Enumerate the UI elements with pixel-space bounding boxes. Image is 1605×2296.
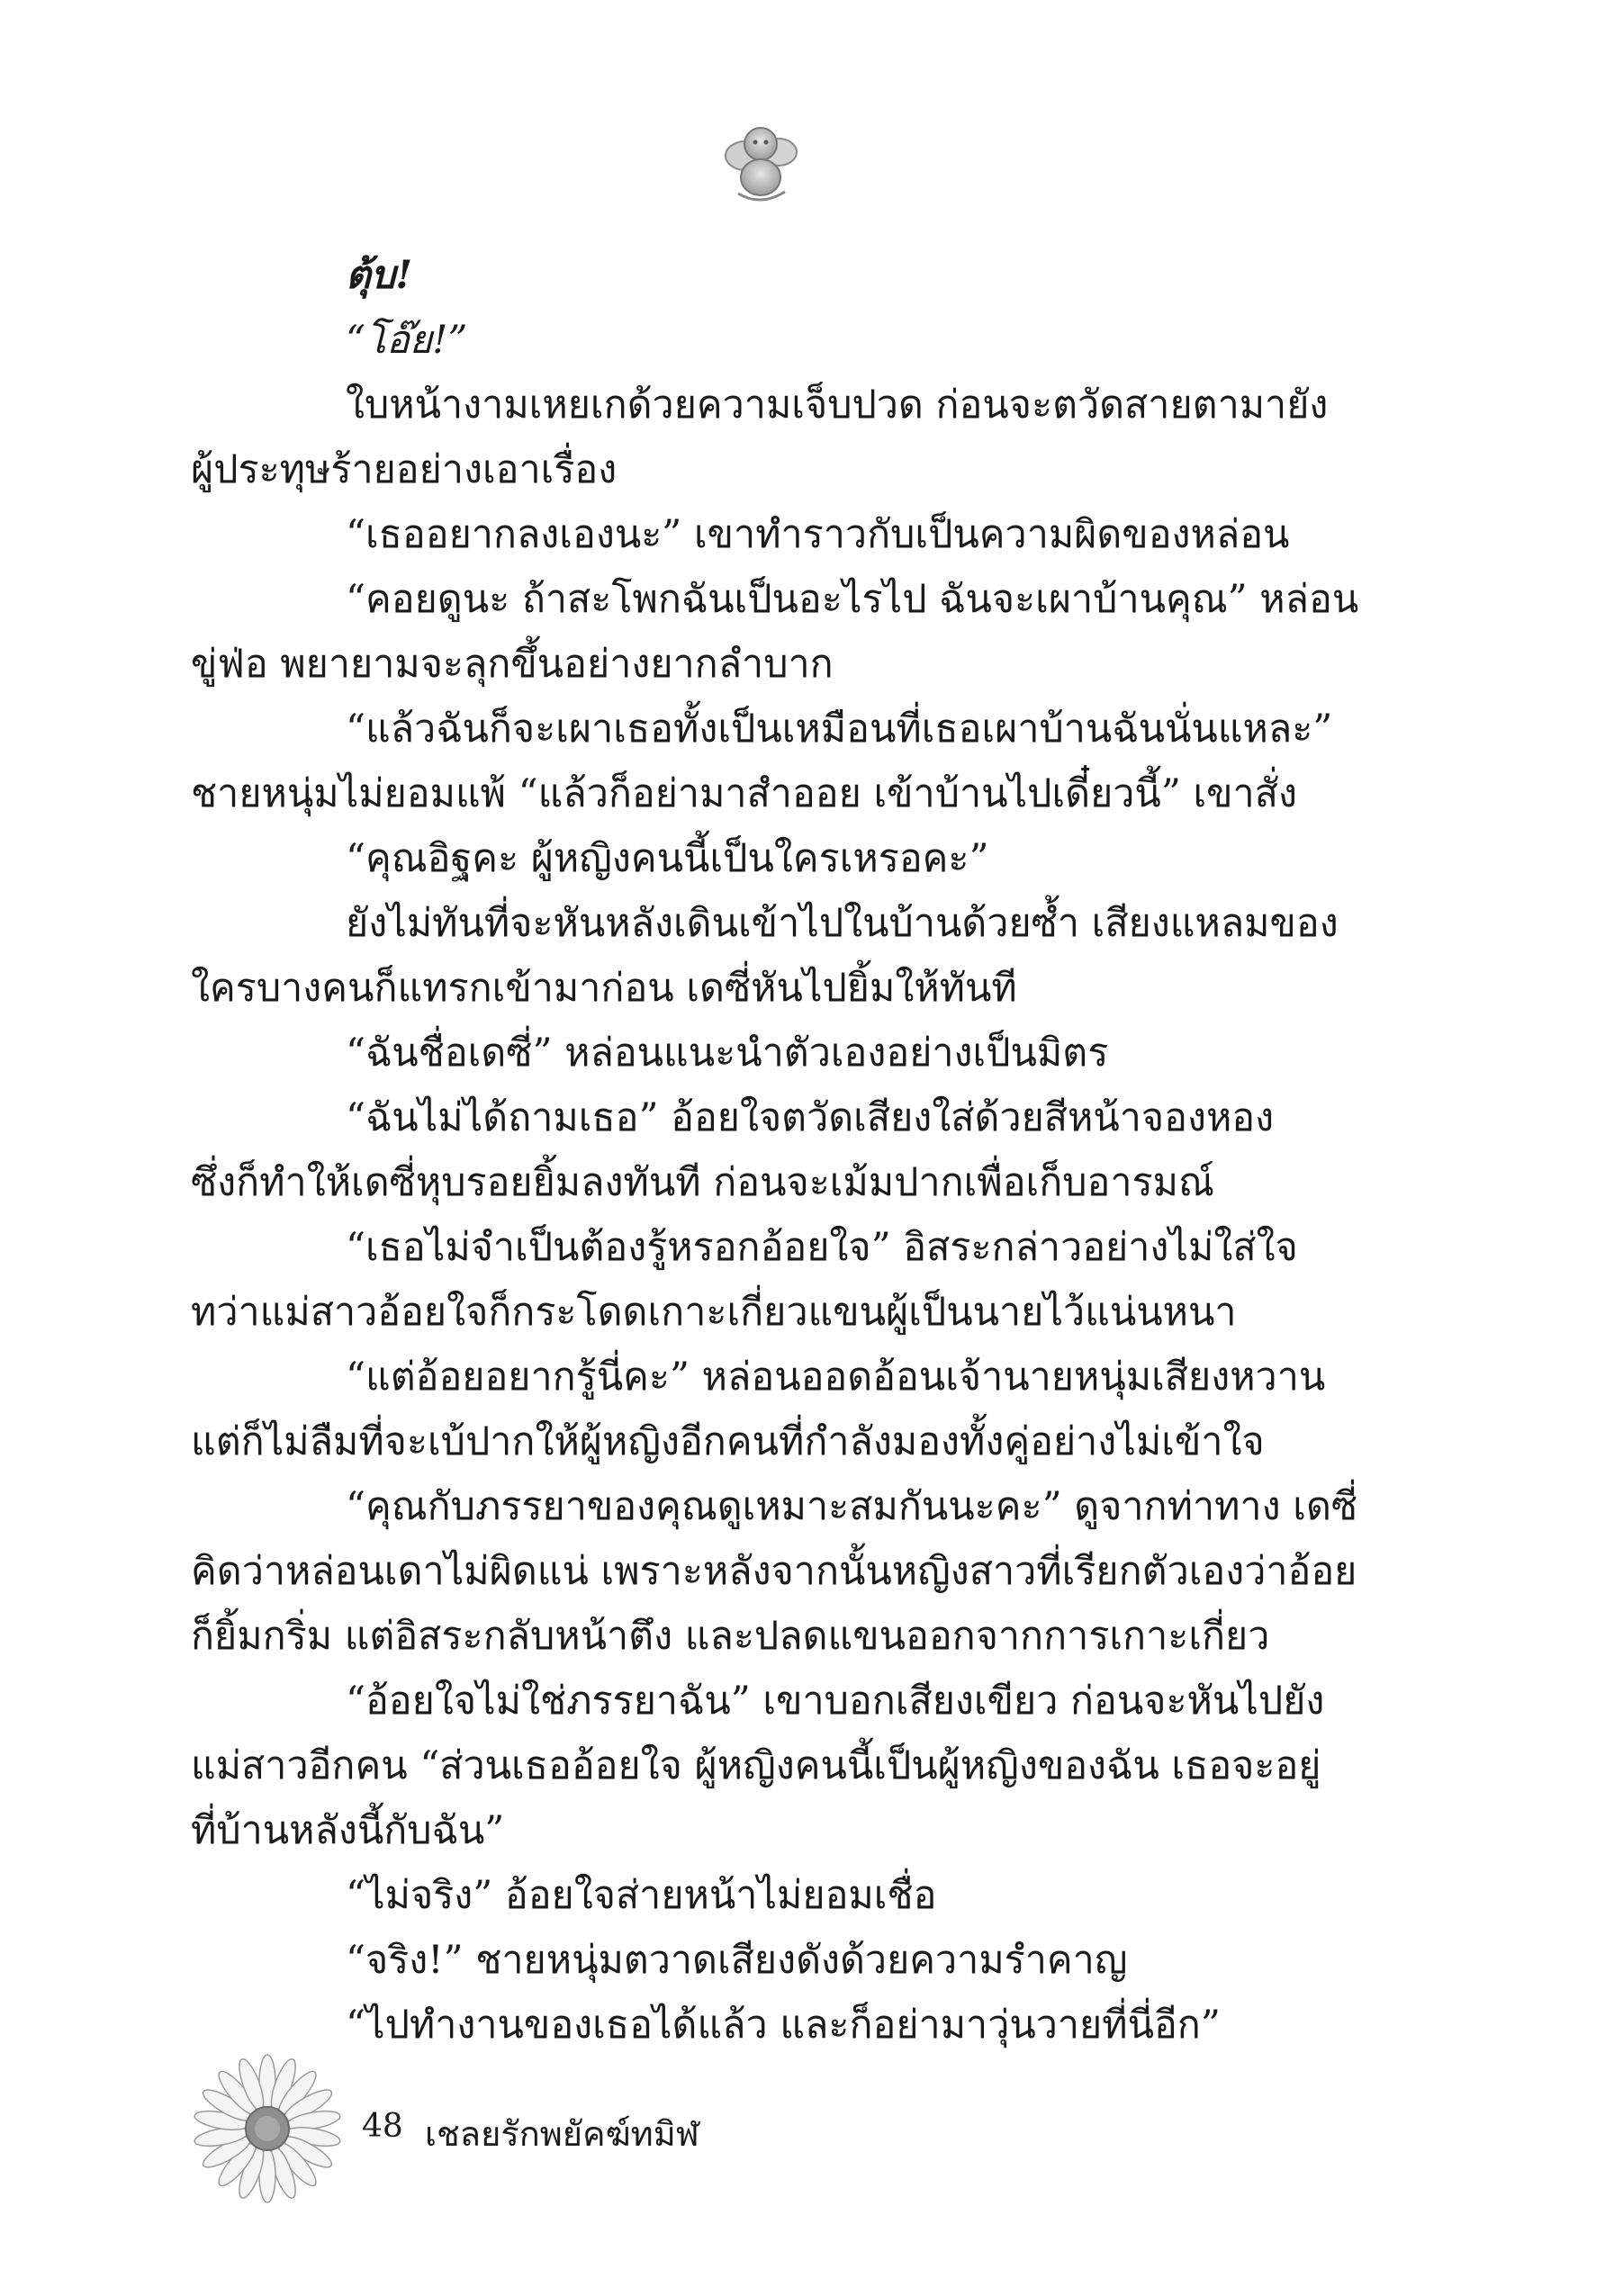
paragraph: “ฉันชื่อเดซี่” หล่อนแนะนำตัวเองอย่างเป็นมิตร: [346, 1031, 1109, 1076]
paragraph: “แต่อ้อยอยากรู้นี่คะ” หล่อนออดอ้อนเจ้านายหนุ่มเสียงหวาน: [346, 1355, 1326, 1400]
paragraph: “ไม่จริง” อ้อยใจส่ายหน้าไม่ยอมเชื่อ: [346, 1873, 937, 1918]
paragraph: “แล้วฉันก็จะเผาเธอทั้งเป็นเหมือนที่เธอเผาบ้านฉันนั่นแหละ”: [346, 707, 1333, 752]
paragraph: ที่บ้านหลังนี้กับฉัน”: [191, 1808, 505, 1853]
paragraph: ขู่ฟ่อ พยายามจะลุกขึ้นอย่างยากลำบาก: [191, 642, 834, 687]
page-number: 48: [362, 2108, 403, 2145]
story-text: [191, 243, 1388, 2057]
paragraph: แม่สาวอีกคน “ส่วนเธออ้อยใจ ผู้หญิงคนนี้เป็นผู้หญิงของฉัน เธอจะอยู่: [191, 1743, 1321, 1788]
daisy-flower-icon: [191, 2052, 344, 2205]
paragraph: ชายหนุ่มไม่ยอมแพ้ “แล้วก็อย่ามาสำออย เข้าบ้านไปเดี๋ยวนี้” เขาสั่ง: [191, 771, 1297, 816]
paragraph: ตุ้บ!: [346, 253, 413, 298]
paragraph: ทว่าแม่สาวอ้อยใจก็กระโดดเกาะเกี่ยวแขนผู้เป็นนายไว้แน่นหนา: [191, 1290, 1237, 1335]
paragraph: “คุณกับภรรยาของคุณดูเหมาะสมกันนะคะ” ดูจากท่าทาง เดซี่: [346, 1484, 1358, 1529]
book-title: เชลยรักพยัคฆ์ทมิฬ: [425, 2114, 699, 2154]
page-footer: [191, 2052, 1001, 2214]
paragraph: “เธอไม่จำเป็นต้องรู้หรอกอ้อยใจ” อิสระกล่าวอย่างไม่ใส่ใจ: [346, 1225, 1298, 1270]
paragraph: คิดว่าหล่อนเดาไม่ผิดแน่ เพราะหลังจากนั้นหญิงสาวที่เรียกตัวเองว่าอ้อย: [191, 1549, 1357, 1594]
paragraph: “ฉันไม่ได้ถามเธอ” อ้อยใจตวัดเสียงใส่ด้วยสีหน้าจองหอง: [346, 1095, 1275, 1140]
paragraph: ยังไม่ทันที่จะหันหลังเดินเข้าไปในบ้านด้วยซ้ำ เสียงแหลมของ: [346, 901, 1339, 946]
paragraph: ก็ยิ้มกริ่ม แต่อิสระกลับหน้าตึง และปลดแขนออกจากการเกาะเกี่ยว: [191, 1614, 1270, 1659]
paragraph: ซึ่งก็ทำให้เดซี่หุบรอยยิ้มลงทันที ก่อนจะเม้มปากเพื่อเก็บอารมณ์: [191, 1160, 1214, 1205]
paragraph: ใบหน้างามเหยเกด้วยความเจ็บปวด ก่อนจะตวัดสายตามายัง: [346, 383, 1329, 428]
paragraph: “อ้อยใจไม่ใช่ภรรยาฉัน” เขาบอกเสียงเขียว ก่อนจะหันไปยัง: [346, 1679, 1325, 1724]
paragraph: แต่ก็ไม่ลืมที่จะเบ้ปากให้ผู้หญิงอีกคนที่กำลังมองทั้งคู่อย่างไม่เข้าใจ: [191, 1419, 1265, 1464]
paragraph: “คอยดูนะ ถ้าสะโพกฉันเป็นอะไรไป ฉันจะเผาบ้านคุณ” หล่อน: [346, 577, 1359, 622]
paragraph: ผู้ประทุษร้ายอย่างเอาเรื่อง: [191, 447, 618, 492]
paragraph: “จริง!” ชายหนุ่มตวาดเสียงดังด้วยความรำคาญ: [346, 1938, 1128, 1983]
angel-figure-icon: [711, 113, 810, 212]
paragraph: “โอ๊ย!”: [346, 318, 468, 363]
paragraph: ใครบางคนก็แทรกเข้ามาก่อน เดซี่หันไปยิ้มให้ทันที: [191, 966, 1017, 1011]
paragraph: “ไปทำงานของเธอได้แล้ว และก็อย่ามาวุ่นวายที่นี่อีก”: [346, 2003, 1221, 2048]
paragraph: “คุณอิฐคะ ผู้หญิงคนนี้เป็นใครเหรอคะ”: [346, 836, 989, 881]
paragraph: “เธออยากลงเองนะ” เขาทำราวกับเป็นความผิดของหล่อน: [346, 512, 1290, 557]
